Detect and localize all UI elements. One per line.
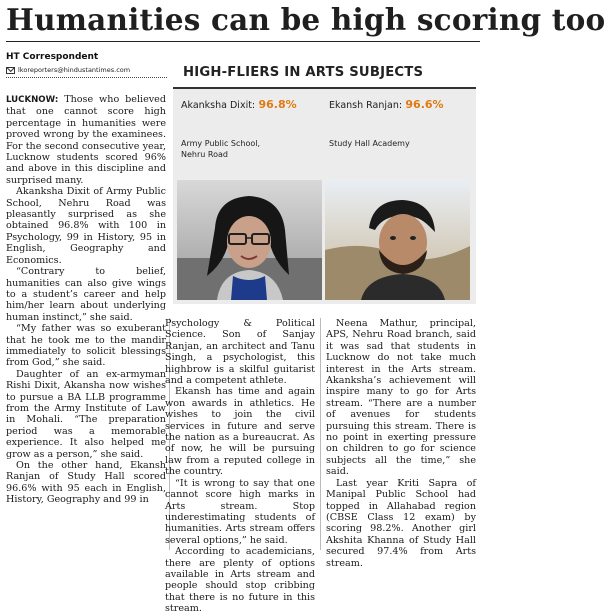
article-paragraph: On the other hand, Ekansh Ranjan of Study Hall scored 96.6% with 95 each in English, History, Geography and 99 in bbox=[6, 460, 166, 506]
student-card-ekansh bbox=[325, 92, 470, 300]
article-paragraph: “Contrary to belief, humanities can also give wings to a student’s career and help him/her learn about underlying human instinct,” she said. bbox=[6, 266, 166, 323]
student-score: 96.8% bbox=[258, 98, 297, 111]
student-school: Study Hall Academy bbox=[329, 139, 410, 148]
student-name-line bbox=[329, 98, 444, 111]
article-paragraph: LUCKNOW: Those who believed that one cannot score high percentage in humanities were proved wrong by the examinees. For the second consecutive year, Lucknow students scored 96% and above in this discipline and surprised many. bbox=[6, 94, 166, 186]
student-card-akanksha bbox=[177, 92, 322, 300]
article-paragraph: Daughter of an ex-armyman Rishi Dixit, Akansha now wishes to pursue a BA LLB programme from the Army Institute of Law in Mohali. “The preparation period was a memorable experience. It also helped me grow as a person,” she said. bbox=[6, 368, 166, 460]
article-column-3 bbox=[326, 318, 476, 569]
headline-rule bbox=[6, 41, 480, 42]
article-paragraph: Last year Kriti Sapra of Manipal Public School had topped in Allahabad region (CBSE Class 12 exam) by scoring 98.2%. Another girl Akshita Khanna of Study Hall secured 97.4% from Arts stream. bbox=[326, 477, 476, 569]
byline-author: HT Correspondent bbox=[6, 52, 99, 62]
article-paragraph: “My father was so exuberant that he took me to the mandir immediately to solicit blessings from God,” she said. bbox=[6, 323, 166, 369]
student-school: Army Public School, Nehru Road bbox=[181, 139, 261, 159]
student-photo-akanksha bbox=[177, 180, 322, 300]
high-fliers-box bbox=[173, 58, 476, 304]
headline: Humanities can be high scoring too bbox=[6, 2, 605, 37]
box-title: HIGH-FLIERS IN ARTS SUBJECTS bbox=[183, 65, 424, 80]
article-column-2 bbox=[165, 318, 315, 615]
student-name: Akanksha Dixit: bbox=[181, 100, 256, 111]
article-paragraph: Ekansh has time and again won awards in athletics. He wishes to join the civil services in future and serve the nation as a bureaucrat. As of now, he will be pursuing law from a reputed college in the country. bbox=[165, 386, 315, 478]
box-title-rule bbox=[173, 87, 476, 89]
article-column-1 bbox=[6, 94, 166, 506]
dateline: LUCKNOW: bbox=[6, 95, 59, 105]
student-name: Ekansh Ranjan: bbox=[329, 100, 403, 111]
mail-icon bbox=[6, 67, 15, 74]
box-title-bar bbox=[173, 58, 476, 88]
column-divider bbox=[320, 318, 321, 550]
article-paragraph: Psychology & Political Science. Son of Sanjay Ranjan, an architect and Tanu Singh, a psychologist, this highbrow is a skilful guitarist and a competent athlete. bbox=[165, 318, 315, 387]
article-paragraph: According to academicians, there are plenty of options available in Arts stream and people should stop cribbing that there is no future in this stream. bbox=[165, 546, 315, 615]
student-name-line bbox=[181, 98, 297, 111]
article-paragraph: “It is wrong to say that one cannot score high marks in Arts stream. Stop underestimating students of humanities. Arts stream offers several options,” he said. bbox=[165, 477, 315, 546]
student-score: 96.6% bbox=[405, 98, 444, 111]
byline-email[interactable]: lkoreporters@hindustantimes.com bbox=[18, 66, 131, 74]
article-paragraph: Akanksha Dixit of Army Public School, Nehru Road was pleasantly surprised as she obtained 96.8% with 100 in Psychology, 99 in History, 95 in English, Geography and Economics. bbox=[6, 186, 166, 266]
byline-email-row bbox=[6, 66, 130, 74]
student-photo-ekansh bbox=[325, 180, 470, 300]
byline-rule bbox=[6, 77, 167, 79]
article-paragraph: Neena Mathur, principal, APS, Nehru Road branch, said it was sad that students in Lucknow do not take much interest in the Arts stream. Akanksha’s achievement will inspire many to go for Arts stream. “There are a number of avenues for students pursuing this stream. There is no point in exerting pressure on children to go for science subjects all the time,” she said. bbox=[326, 318, 476, 478]
